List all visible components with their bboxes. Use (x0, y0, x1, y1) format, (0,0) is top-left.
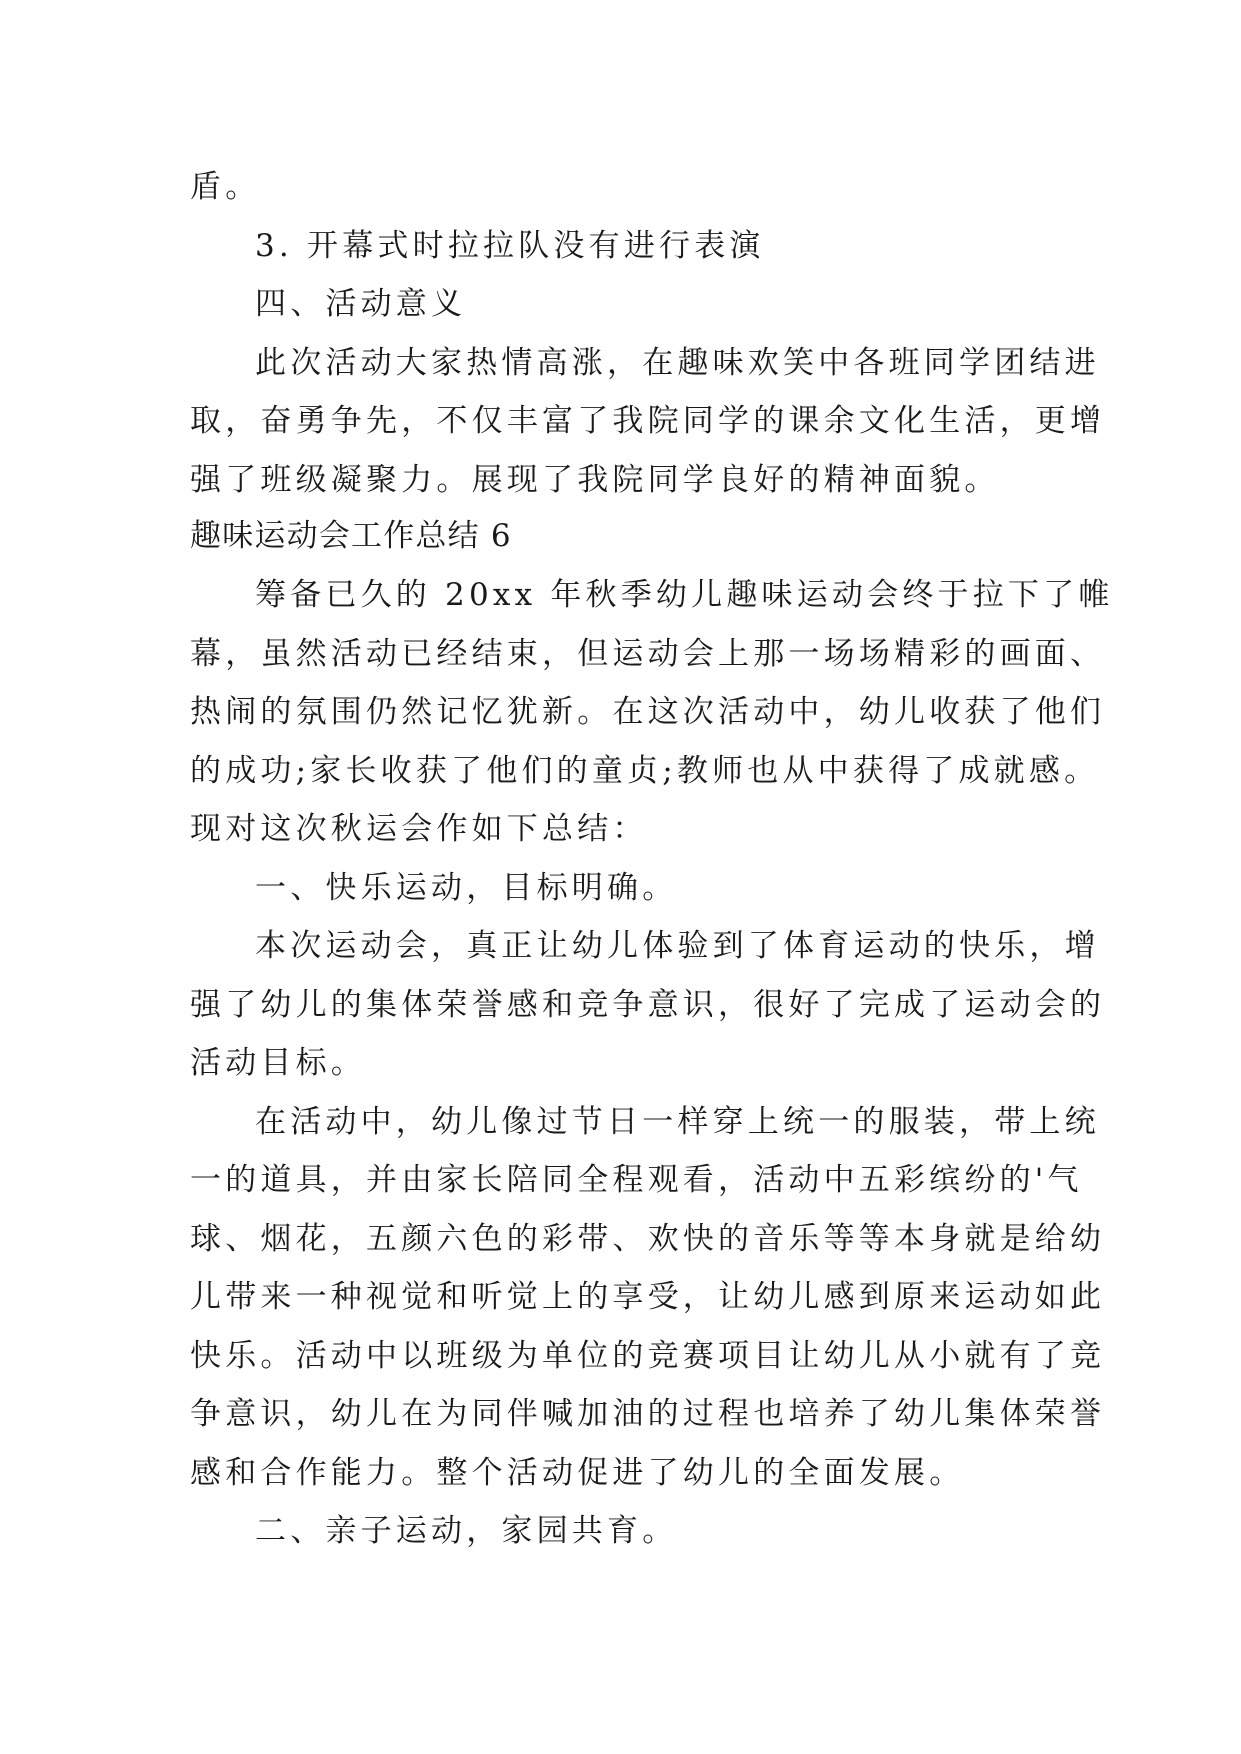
list-item: 3. 开幕式时拉拉队没有进行表演 (255, 228, 765, 264)
paragraph-line: 感和合作能力。整个活动促进了幼儿的全面发展。 (190, 1455, 965, 1491)
paragraph-line: 强了幼儿的集体荣誉感和竞争意识，很好了完成了运动会的 (190, 987, 1106, 1023)
paragraph-line: 争意识，幼儿在为同伴喊加油的过程也培养了幼儿集体荣誉 (190, 1396, 1106, 1432)
paragraph-line: 的成功;家长收获了他们的童贞;教师也从中获得了成就感。 (190, 753, 1100, 789)
paragraph-line: 现对这次秋运会作如下总结： (190, 811, 648, 847)
paragraph-line: 强了班级凝聚力。展现了我院同学良好的精神面貌。 (190, 462, 1000, 498)
paragraph-line: 此次活动大家热情高涨，在趣味欢笑中各班同学团结进 (255, 345, 1100, 381)
paragraph-line: 盾。 (190, 169, 261, 205)
paragraph-line: 快乐。活动中以班级为单位的竞赛项目让幼儿从小就有了竞 (190, 1338, 1106, 1374)
section-heading: 四、活动意义 (255, 286, 467, 322)
paragraph-line: 一的道具，并由家长陪同全程观看，活动中五彩缤纷的'气 (190, 1162, 1083, 1198)
paragraph-line: 活动目标。 (190, 1045, 366, 1081)
paragraph-line: 儿带来一种视觉和听觉上的享受，让幼儿感到原来运动如此 (190, 1279, 1106, 1315)
paragraph-line: 本次运动会，真正让幼儿体验到了体育运动的快乐，增 (255, 928, 1100, 964)
article-title: 趣味运动会工作总结 6 (190, 518, 512, 554)
section-heading: 二、亲子运动，家园共育。 (255, 1513, 678, 1549)
paragraph-line: 在活动中，幼儿像过节日一样穿上统一的服装，带上统 (255, 1104, 1100, 1140)
paragraph-line: 球、烟花，五颜六色的彩带、欢快的音乐等等本身就是给幼 (190, 1221, 1106, 1257)
section-heading: 一、快乐运动，目标明确。 (255, 870, 678, 906)
paragraph-line: 取，奋勇争先，不仅丰富了我院同学的课余文化生活，更增 (190, 403, 1106, 439)
paragraph-line: 筹备已久的 20xx 年秋季幼儿趣味运动会终于拉下了帷 (255, 577, 1114, 613)
paragraph-line: 幕，虽然活动已经结束，但运动会上那一场场精彩的画面、 (190, 636, 1106, 672)
paragraph-line: 热闹的氛围仍然记忆犹新。在这次活动中，幼儿收获了他们 (190, 694, 1106, 730)
